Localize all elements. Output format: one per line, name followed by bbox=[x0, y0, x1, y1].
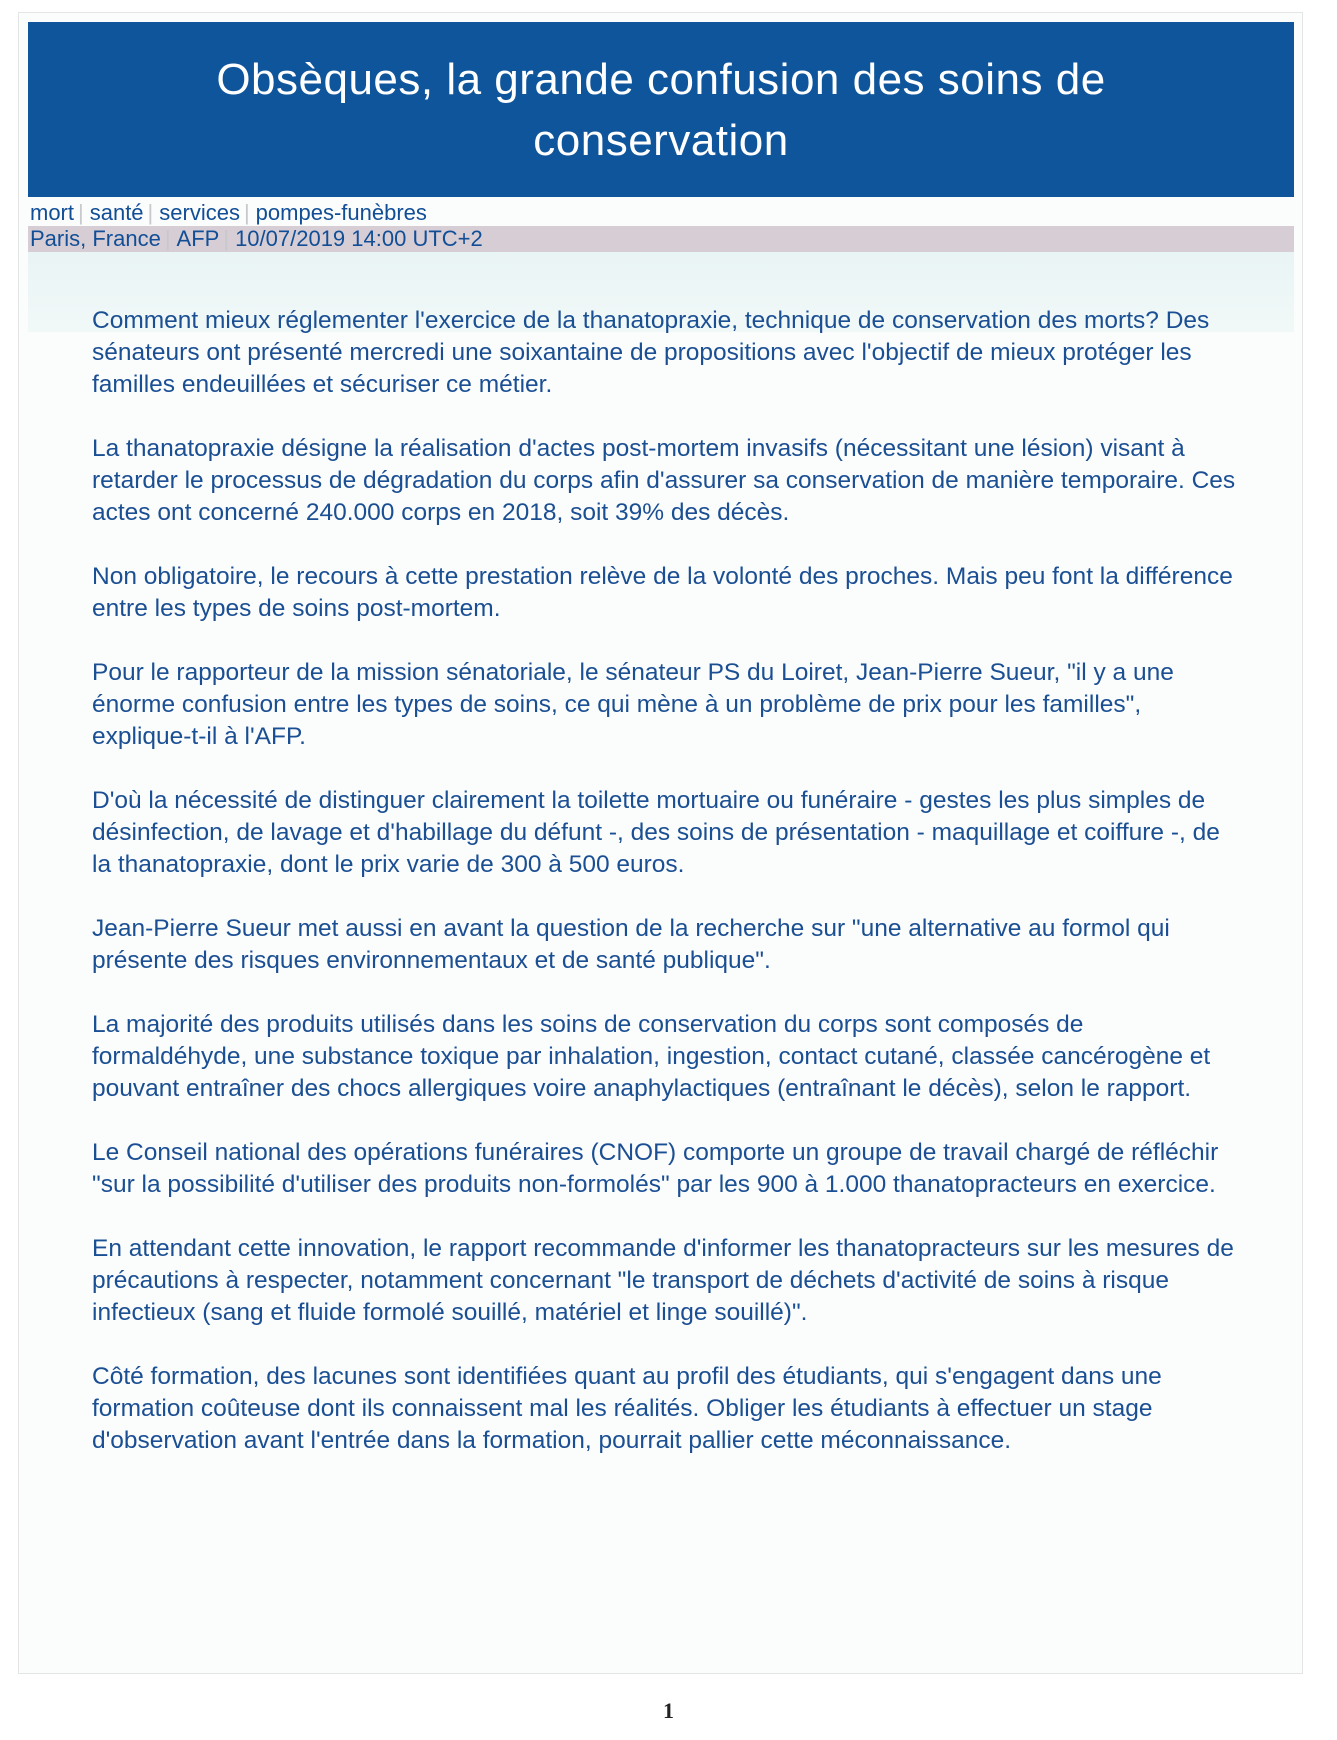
separator: | bbox=[147, 200, 154, 225]
article-paragraph: Le Conseil national des opérations funéraires (CNOF) comporte un groupe de travail chargé de réfléchir "sur la possibilité d'utiliser des produits non-formolés" par les 900 à 1.000 thanatopracteurs en exercice. bbox=[92, 1139, 1219, 1198]
article-paragraph: La majorité des produits utilisés dans les soins de conservation du corps sont composés de formaldéhyde, une substance toxique par inhalation, ingestion, contact cutané, classée cancérogène et pouvant entraîner des chocs allergiques voire anaphylactiques (entraînant le décès), selon le rapport. bbox=[92, 1011, 1211, 1102]
article-body bbox=[92, 305, 1242, 1489]
article-paragraph: Comment mieux réglementer l'exercice de la thanatopraxie, technique de conservation des morts? Des sénateurs ont présenté mercredi une soixantaine de propositions avec l'objectif de mieux protéger les familles endeuillées et sécuriser ce métier. bbox=[92, 307, 1210, 398]
article-paragraph: La thanatopraxie désigne la réalisation d'actes post-mortem invasifs (nécessitant une lésion) visant à retarder le processus de dégradation du corps afin d'assurer sa conservation de manière temporaire. Ces actes ont concerné 240.000 corps en 2018, soit 39% des décès. bbox=[92, 435, 1236, 526]
tag-sante[interactable]: santé bbox=[89, 200, 144, 225]
tag-mort[interactable]: mort bbox=[30, 200, 74, 225]
separator: | bbox=[164, 226, 171, 251]
tag-services[interactable]: services bbox=[159, 200, 240, 225]
tag-pompes-funebres[interactable]: pompes-funèbres bbox=[255, 200, 427, 225]
article-paragraph: Côté formation, des lacunes sont identifiées quant au profil des étudiants, qui s'engagent dans une formation coûteuse dont ils connaissent mal les réalités. Obliger les étudiants à effectuer un stage d'observation avant l'entrée dans la formation, pourrait pallier cette méconnaissance. bbox=[92, 1363, 1162, 1454]
separator: | bbox=[243, 200, 250, 225]
article-paragraph: D'où la nécessité de distinguer clairement la toilette mortuaire ou funéraire - gestes les plus simples de désinfection, de lavage et d'habillage du défunt -, des soins de présentation - maquillage et coiffure -, de la thanatopraxie, dont le prix varie de 300 à 500 euros. bbox=[92, 787, 1220, 878]
article-paragraph: Non obligatoire, le recours à cette prestation relève de la volonté des proches. Mais peu font la différence entre les types de soins post-mortem. bbox=[92, 563, 1233, 622]
article-paragraph: Jean-Pierre Sueur met aussi en avant la question de la recherche sur "une alternative au formol qui présente des risques environnementaux et de santé publique". bbox=[92, 915, 1170, 974]
article-paragraph: Pour le rapporteur de la mission sénatoriale, le sénateur PS du Loiret, Jean-Pierre Sueur, "il y a une énorme confusion entre les types de soins, ce qui mène à un problème de prix pour les familles", explique-t-il à l'AFP. bbox=[92, 659, 1174, 750]
article-title: Obsèques, la grande confusion des soins de conservation bbox=[216, 54, 1106, 165]
article-header bbox=[28, 22, 1294, 197]
meta-location: Paris, France bbox=[30, 226, 161, 251]
meta-datetime: 10/07/2019 14:00 UTC+2 bbox=[235, 226, 483, 251]
tag-list bbox=[30, 200, 427, 226]
meta-source: AFP bbox=[176, 226, 220, 251]
separator: | bbox=[223, 226, 230, 251]
article-paragraph: En attendant cette innovation, le rapport recommande d'informer les thanatopracteurs sur les mesures de précautions à respecter, notamment concernant "le transport de déchets d'activité de soins à risque infectieux (sang et fluide formolé souillé, matériel et linge souillé)". bbox=[92, 1235, 1234, 1326]
separator: | bbox=[78, 200, 84, 225]
page-number: 1 bbox=[663, 1698, 674, 1723]
article-meta bbox=[30, 226, 483, 252]
